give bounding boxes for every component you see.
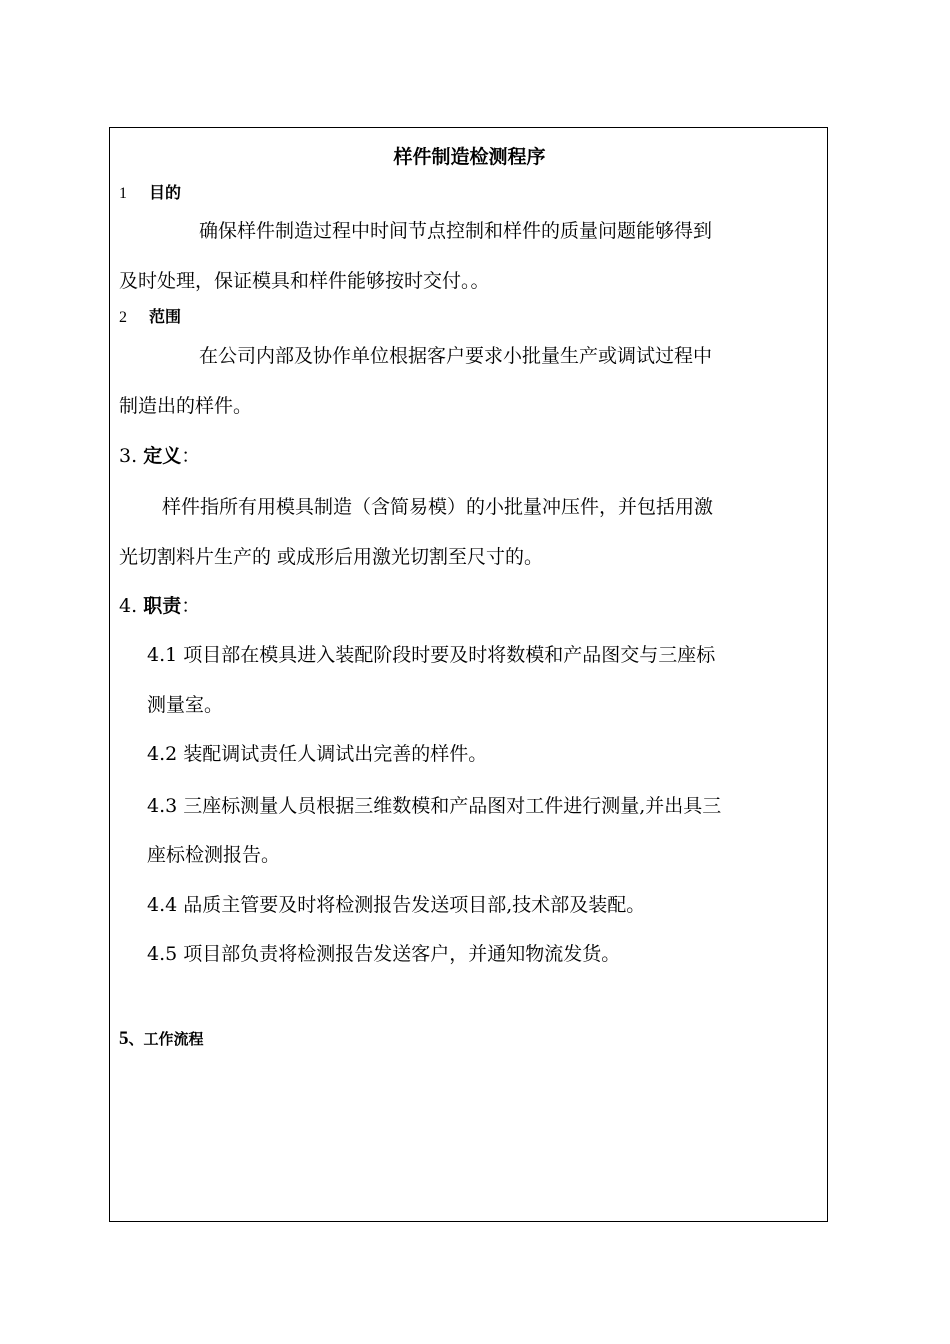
duty-4-4: 4.4 品质主管要及时将检测报告发送项目部,技术部及装配。 <box>147 894 646 916</box>
section-label: 职责 <box>143 595 182 617</box>
definition-line-2: 光切割料片生产的 或成形后用激光切割至尺寸的。 <box>119 546 544 568</box>
section-number: 4. <box>119 595 138 617</box>
section-label: 工作流程 <box>143 1030 204 1048</box>
section-number: 1 <box>119 185 127 202</box>
purpose-line-1: 确保样件制造过程中时间节点控制和样件的质量问题能够得到 <box>199 220 713 242</box>
section-number: 3. <box>119 445 138 467</box>
scope-line-2: 制造出的样件。 <box>119 395 253 417</box>
section-number: 2 <box>119 309 127 326</box>
section-number: 5 <box>119 1028 129 1049</box>
scope-line-1: 在公司内部及协作单位根据客户要求小批量生产或调试过程中 <box>199 345 713 367</box>
purpose-line-2: 及时处理，保证模具和样件能够按时交付。。 <box>119 270 490 292</box>
section-separator: 、 <box>128 1030 144 1048</box>
definition-line-1: 样件指所有用模具制造（含简易模）的小批量冲压件，并包括用激 <box>162 496 714 518</box>
section-purpose-heading <box>119 182 181 205</box>
section-scope-heading <box>119 306 181 329</box>
duty-4-1-line-1: 4.1 项目部在模具进入装配阶段时要及时将数模和产品图交与三座标 <box>147 644 716 666</box>
section-definition-heading <box>119 443 200 469</box>
duty-4-3-line-2: 座标检测报告。 <box>147 844 281 866</box>
document-frame <box>109 127 828 1222</box>
section-colon: ： <box>181 445 201 467</box>
duty-4-1-line-2: 测量室。 <box>147 694 224 716</box>
section-workflow-heading <box>119 1028 204 1050</box>
duty-4-2: 4.2 装配调试责任人调试出完善的样件。 <box>147 743 488 765</box>
duty-4-5: 4.5 项目部负责将检测报告发送客户，并通知物流发货。 <box>147 943 621 965</box>
section-duties-heading <box>119 593 200 619</box>
section-colon: ： <box>181 595 201 617</box>
section-label: 目的 <box>149 183 182 202</box>
document-title: 样件制造检测程序 <box>393 146 546 168</box>
duty-4-3-line-1: 4.3 三座标测量人员根据三维数模和产品图对工件进行测量,并出具三 <box>147 795 722 817</box>
section-label: 范围 <box>149 307 182 326</box>
section-label: 定义 <box>143 445 182 467</box>
